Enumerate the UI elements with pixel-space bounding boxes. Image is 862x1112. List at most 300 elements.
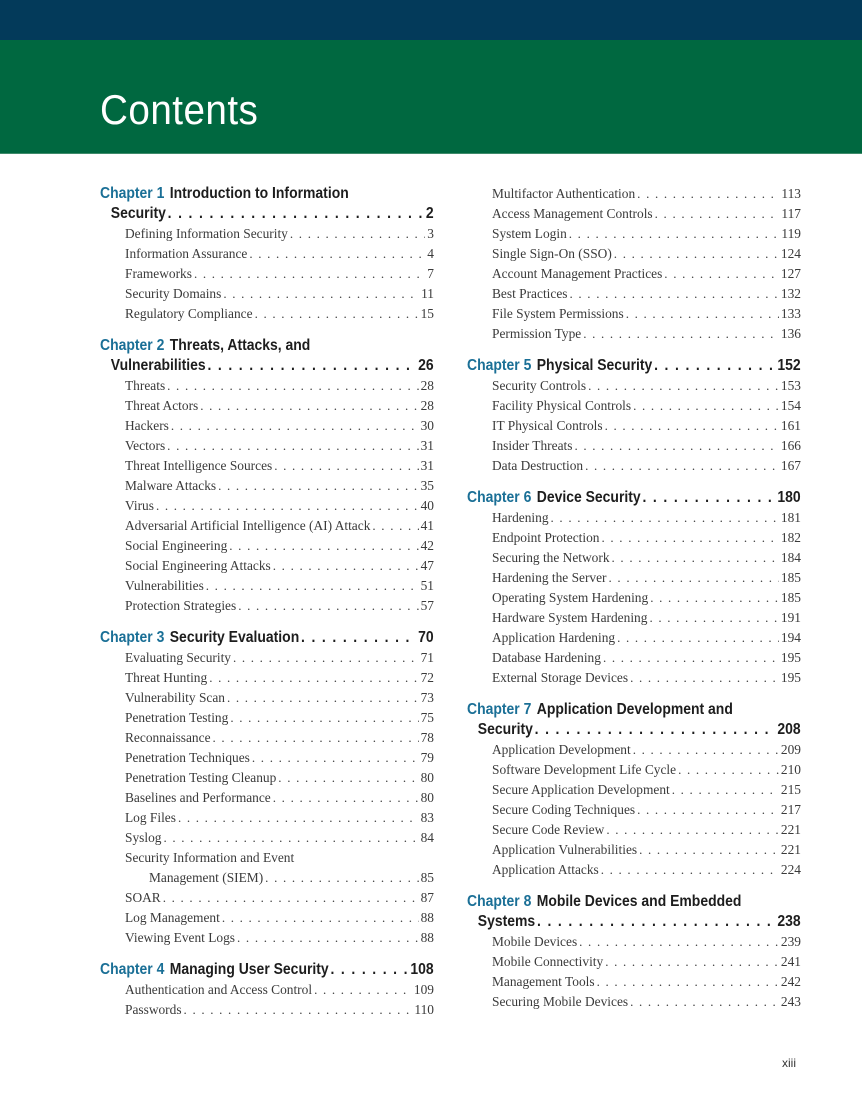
entry-page: 210 — [780, 762, 801, 777]
leader-dots — [574, 436, 778, 456]
chapter-1[interactable] — [100, 184, 434, 324]
toc-entry[interactable] — [100, 888, 434, 908]
entry-page: 242 — [780, 974, 801, 989]
leader-dots — [612, 548, 779, 568]
leader-dots — [237, 928, 419, 948]
entry-title: Software Development Life Cycle — [492, 762, 677, 777]
leader-dots — [273, 788, 419, 808]
entry-page: 80 — [420, 790, 434, 805]
toc-entry[interactable] — [467, 780, 801, 800]
entry-title: Penetration Testing Cleanup — [125, 770, 277, 785]
leader-dots — [372, 516, 418, 536]
chapter-label: Chapter 2 — [100, 337, 165, 354]
leader-dots — [222, 908, 419, 928]
entry-page: 57 — [420, 598, 434, 613]
toc-entry[interactable] — [100, 668, 434, 688]
entry-page: 15 — [420, 306, 434, 321]
entry-title: Penetration Techniques — [125, 750, 250, 765]
entry-title: Security Controls — [492, 378, 587, 393]
entry-title: Hardening the Server — [492, 570, 607, 585]
leader-dots — [602, 528, 779, 548]
leader-dots — [630, 992, 779, 1012]
chapter-heading[interactable] — [100, 184, 434, 224]
entry-title: Secure Coding Techniques — [492, 802, 636, 817]
entry-title: Threat Hunting — [125, 670, 208, 685]
chapter-8[interactable] — [467, 892, 801, 1012]
leader-dots — [314, 980, 412, 1000]
entry-page: 221 — [780, 822, 801, 837]
chapter-label: Chapter 1 — [100, 185, 165, 202]
toc-entry[interactable] — [100, 536, 434, 556]
toc-entry[interactable] — [100, 476, 434, 496]
entry-page: 41 — [420, 518, 434, 533]
leader-dots — [637, 800, 779, 820]
chapter-title-cont: Security — [110, 205, 166, 222]
leader-dots — [569, 224, 780, 244]
toc-entry[interactable] — [467, 608, 801, 628]
entry-title: Multifactor Authentication — [492, 186, 636, 201]
chapter-heading[interactable] — [100, 336, 434, 376]
chapter-page: 180 — [777, 489, 801, 506]
entry-page: 124 — [780, 246, 801, 261]
entry-title: Defining Information Security — [125, 226, 288, 241]
leader-dots — [209, 668, 418, 688]
entry-page: 87 — [420, 890, 434, 905]
leader-dots — [637, 184, 779, 204]
chapter-6[interactable] — [467, 488, 801, 688]
chapter-page: 26 — [418, 357, 434, 374]
entry-title: Mobile Connectivity — [492, 954, 604, 969]
toc-entry[interactable] — [100, 224, 434, 244]
leader-dots — [184, 1000, 413, 1020]
entry-page: 185 — [780, 590, 801, 605]
entry-page: 51 — [420, 578, 434, 593]
entry-title: Threats — [125, 378, 166, 393]
entry-title: Application Attacks — [492, 862, 599, 877]
entry-title: Single Sign-On (SSO) — [492, 246, 612, 261]
entry-page: 85 — [420, 870, 434, 885]
chapter-title: Device Security — [536, 489, 641, 506]
entry-title: Vulnerabilities — [125, 578, 204, 593]
toc-entry[interactable] — [467, 740, 801, 760]
entry-page: 42 — [420, 538, 434, 553]
toc-entry[interactable] — [467, 416, 801, 436]
entry-title: Application Development — [492, 742, 631, 757]
entry-title: Evaluating Security — [125, 650, 231, 665]
entry-page: 184 — [780, 550, 801, 565]
toc-entry[interactable] — [100, 808, 434, 828]
entry-title: Authentication and Access Control — [125, 982, 313, 997]
entry-title: Best Practices — [492, 286, 568, 301]
toc-entry[interactable] — [100, 708, 434, 728]
chapter-label: Chapter 4 — [100, 961, 165, 978]
toc-entry[interactable] — [100, 436, 434, 456]
toc-entry[interactable] — [467, 376, 801, 396]
toc-column-right — [467, 184, 801, 1012]
entry-page: 80 — [420, 770, 434, 785]
leader-dots — [642, 488, 775, 508]
toc-entry[interactable] — [100, 284, 434, 304]
leader-dots — [597, 972, 779, 992]
leader-dots — [274, 456, 418, 476]
toc-entry[interactable] — [467, 264, 801, 284]
entry-page: 88 — [420, 930, 434, 945]
leader-dots — [664, 264, 779, 284]
chapter-page: 108 — [410, 961, 434, 978]
entry-page: 191 — [780, 610, 801, 625]
entry-page: 166 — [780, 438, 801, 453]
entry-title: Account Management Practices — [492, 266, 663, 281]
leader-dots — [255, 304, 419, 324]
chapter-3[interactable] — [100, 628, 434, 948]
entry-page: 35 — [420, 478, 434, 493]
entry-title: Virus — [125, 498, 154, 513]
entry-page: 71 — [420, 650, 434, 665]
entry-page: 185 — [780, 570, 801, 585]
chapter-heading[interactable] — [100, 960, 434, 980]
leader-dots — [605, 416, 779, 436]
toc-entry[interactable] — [100, 376, 434, 396]
toc-entry[interactable] — [100, 456, 434, 476]
toc-entry[interactable] — [467, 992, 801, 1012]
leader-dots — [639, 840, 779, 860]
entry-title: Insider Threats — [492, 438, 573, 453]
leader-dots — [650, 588, 779, 608]
toc-entry[interactable] — [467, 528, 801, 548]
chapter-page: 208 — [777, 721, 801, 738]
chapter-label: Chapter 7 — [467, 701, 532, 718]
chapter-heading[interactable] — [467, 892, 801, 932]
entry-title: Regulatory Compliance — [125, 306, 253, 321]
leader-dots — [167, 436, 418, 456]
entry-title: Access Management Controls — [492, 206, 653, 221]
toc-entry[interactable] — [467, 840, 801, 860]
toc-entry[interactable] — [467, 972, 801, 992]
toc-entry[interactable] — [467, 628, 801, 648]
entry-page: 7 — [427, 266, 434, 281]
entry-page: 195 — [780, 670, 801, 685]
toc-entry[interactable] — [100, 728, 434, 748]
entry-page: 31 — [420, 438, 434, 453]
entry-title: Facility Physical Controls — [492, 398, 632, 413]
leader-dots — [605, 952, 779, 972]
entry-page: 132 — [780, 286, 801, 301]
toc-entry[interactable] — [467, 204, 801, 224]
entry-title: Protection Strategies — [125, 598, 237, 613]
entry-page: 73 — [420, 690, 434, 705]
entry-title: Securing the Network — [492, 550, 610, 565]
leader-dots — [606, 820, 779, 840]
toc-entry[interactable] — [100, 768, 434, 788]
entry-title: Information Assurance — [125, 246, 248, 261]
leader-dots — [535, 720, 776, 740]
entry-title: Adversarial Artificial Intelligence (AI) Attack — [125, 518, 371, 533]
leader-dots — [218, 476, 419, 496]
leader-dots — [230, 708, 418, 728]
chapter-7[interactable] — [467, 700, 801, 880]
entry-page: 224 — [780, 862, 801, 877]
toc-entry[interactable] — [100, 596, 434, 616]
entry-page: 3 — [427, 226, 434, 241]
entry-page: 83 — [420, 810, 434, 825]
leader-dots — [290, 224, 425, 244]
toc-entry[interactable] — [467, 548, 801, 568]
leader-dots — [551, 508, 779, 528]
toc-entry[interactable] — [467, 932, 801, 952]
leader-dots — [265, 868, 418, 888]
leader-dots — [178, 808, 419, 828]
entry-title-cont: Management (SIEM) — [149, 870, 264, 885]
entry-page: 133 — [780, 306, 801, 321]
chapter-4-continued — [467, 184, 801, 344]
entry-page: 241 — [780, 954, 801, 969]
leader-dots — [603, 648, 779, 668]
entry-page: 243 — [780, 994, 801, 1009]
chapter-title: Security Evaluation — [169, 629, 300, 646]
toc-entry[interactable] — [100, 928, 434, 948]
entry-page: 239 — [780, 934, 801, 949]
entry-title: Log Files — [125, 810, 176, 825]
entry-page: 28 — [420, 378, 434, 393]
entry-title: Secure Application Development — [492, 782, 670, 797]
entry-page: 182 — [780, 530, 801, 545]
chapter-label: Chapter 5 — [467, 357, 532, 374]
toc-entry[interactable] — [100, 576, 434, 596]
chapter-title-cont: Systems — [477, 913, 536, 930]
leader-dots — [583, 324, 779, 344]
leader-dots — [207, 356, 416, 376]
entry-title: Malware Attacks — [125, 478, 217, 493]
leader-dots — [301, 628, 416, 648]
toc-entry[interactable] — [467, 244, 801, 264]
toc-entry[interactable] — [467, 668, 801, 688]
entry-title: IT Physical Controls — [492, 418, 603, 433]
leader-dots — [163, 888, 419, 908]
entry-page: 221 — [780, 842, 801, 857]
entry-title: Data Destruction — [492, 458, 584, 473]
entry-page: 167 — [780, 458, 801, 473]
entry-page: 153 — [780, 378, 801, 393]
leader-dots — [168, 204, 424, 224]
leader-dots — [626, 304, 779, 324]
entry-page: 161 — [780, 418, 801, 433]
leader-dots — [579, 932, 779, 952]
entry-page: 215 — [780, 782, 801, 797]
chapter-heading[interactable] — [467, 700, 801, 740]
entry-page: 84 — [420, 830, 434, 845]
toc-entry[interactable] — [100, 556, 434, 576]
toc-entry[interactable] — [467, 184, 801, 204]
entry-page: 72 — [420, 670, 434, 685]
chapter-title: Managing User Security — [169, 961, 329, 978]
toc-entry[interactable] — [100, 516, 434, 536]
page-folio: xiii — [782, 1056, 796, 1070]
entry-title: Security Information and Event — [125, 850, 295, 865]
toc-entry[interactable] — [100, 416, 434, 436]
entry-title: Hackers — [125, 418, 169, 433]
leader-dots — [238, 596, 418, 616]
leader-dots — [633, 396, 779, 416]
chapter-label: Chapter 3 — [100, 629, 165, 646]
entry-page: 47 — [420, 558, 434, 573]
entry-page: 217 — [780, 802, 801, 817]
toc-entry[interactable] — [467, 324, 801, 344]
entry-title: File System Permissions — [492, 306, 624, 321]
chapter-page: 238 — [777, 913, 801, 930]
leader-dots — [213, 728, 419, 748]
toc-entry[interactable] — [100, 264, 434, 284]
entry-title: Social Engineering Attacks — [125, 558, 271, 573]
chapter-title: Introduction to Information — [169, 185, 349, 202]
entry-page: 195 — [780, 650, 801, 665]
toc-entry[interactable] — [467, 436, 801, 456]
leader-dots — [609, 568, 779, 588]
entry-title: External Storage Devices — [492, 670, 629, 685]
entry-title: Viewing Event Logs — [125, 930, 236, 945]
leader-dots — [233, 648, 419, 668]
entry-page: 4 — [427, 246, 434, 261]
toc-entry[interactable] — [100, 648, 434, 668]
entry-title: Operating System Hardening — [492, 590, 649, 605]
leader-dots — [633, 740, 779, 760]
leader-dots — [163, 828, 418, 848]
entry-page: 119 — [781, 226, 801, 241]
toc-entry[interactable] — [100, 244, 434, 264]
entry-title: Database Hardening — [492, 650, 601, 665]
entry-page: 109 — [413, 982, 434, 997]
leader-dots — [672, 780, 779, 800]
entry-title: Endpoint Protection — [492, 530, 600, 545]
entry-page: 31 — [420, 458, 434, 473]
leader-dots — [273, 556, 419, 576]
toc-entry[interactable] — [467, 396, 801, 416]
entry-title: Secure Code Review — [492, 822, 605, 837]
toc-entry[interactable] — [100, 396, 434, 416]
chapter-heading[interactable] — [467, 356, 801, 376]
toc-entry[interactable] — [100, 908, 434, 928]
toc-entry[interactable] — [467, 860, 801, 880]
entry-page: 154 — [780, 398, 801, 413]
entry-page: 194 — [780, 630, 801, 645]
entry-title: Penetration Testing — [125, 710, 229, 725]
entry-title: Application Hardening — [492, 630, 616, 645]
entry-page: 88 — [420, 910, 434, 925]
entry-page: 30 — [420, 418, 434, 433]
chapter-label: Chapter 8 — [467, 893, 532, 910]
entry-page: 79 — [420, 750, 434, 765]
leader-dots — [585, 456, 779, 476]
chapter-label: Chapter 6 — [467, 489, 532, 506]
page-title: Contents — [100, 86, 259, 133]
toc-entry[interactable] — [100, 828, 434, 848]
entry-title: Social Engineering — [125, 538, 228, 553]
toc-entry[interactable] — [467, 820, 801, 840]
chapter-4[interactable] — [100, 960, 434, 1020]
leader-dots — [249, 244, 425, 264]
toc-entry[interactable] — [467, 568, 801, 588]
entry-title: Permission Type — [492, 326, 582, 341]
chapter-heading[interactable] — [467, 488, 801, 508]
entry-title: Log Management — [125, 910, 220, 925]
toc-entry[interactable] — [100, 788, 434, 808]
toc-entry[interactable] — [467, 588, 801, 608]
toc-entry[interactable] — [100, 980, 434, 1000]
toc-entry[interactable] — [100, 688, 434, 708]
entry-page: 40 — [420, 498, 434, 513]
entry-page: 75 — [420, 710, 434, 725]
entry-title: Frameworks — [125, 266, 192, 281]
leader-dots — [223, 284, 419, 304]
entry-title: SOAR — [125, 890, 161, 905]
leader-dots — [278, 768, 418, 788]
chapter-5[interactable] — [467, 356, 801, 476]
toc-entry[interactable] — [467, 508, 801, 528]
toc-entry[interactable] — [467, 800, 801, 820]
leader-dots — [156, 496, 419, 516]
toc-column-left — [100, 184, 434, 1020]
entry-page: 110 — [414, 1002, 434, 1017]
entry-page: 78 — [420, 730, 434, 745]
chapter-2[interactable] — [100, 336, 434, 616]
entry-page: 136 — [780, 326, 801, 341]
leader-dots — [194, 264, 425, 284]
chapter-title: Application Development and — [536, 701, 733, 718]
chapter-page: 70 — [418, 629, 434, 646]
entry-title: Passwords — [125, 1002, 182, 1017]
leader-dots — [229, 536, 418, 556]
entry-title: Threat Intelligence Sources — [125, 458, 273, 473]
entry-title: Threat Actors — [125, 398, 199, 413]
leader-dots — [330, 960, 408, 980]
leader-dots — [649, 608, 778, 628]
entry-title: Hardware System Hardening — [492, 610, 648, 625]
top-band — [0, 0, 862, 40]
toc-entry[interactable] — [467, 224, 801, 244]
chapter-page: 2 — [425, 205, 434, 222]
leader-dots — [537, 912, 776, 932]
entry-title: Security Domains — [125, 286, 222, 301]
chapter-title-cont: Vulnerabilities — [110, 357, 206, 374]
toc-entry[interactable] — [100, 1000, 434, 1020]
leader-dots — [588, 376, 779, 396]
entry-title: System Login — [492, 226, 567, 241]
chapter-title: Physical Security — [536, 357, 653, 374]
leader-dots — [206, 576, 419, 596]
toc-entry[interactable] — [467, 952, 801, 972]
toc-entry[interactable] — [467, 648, 801, 668]
toc-entry[interactable] — [467, 760, 801, 780]
entry-title: Application Vulnerabilities — [492, 842, 638, 857]
toc-entry[interactable] — [100, 304, 434, 324]
leader-dots — [200, 396, 418, 416]
entry-page: 209 — [780, 742, 801, 757]
leader-dots — [678, 760, 779, 780]
toc-entry[interactable] — [100, 848, 434, 888]
leader-dots — [227, 688, 419, 708]
entry-title: Mobile Devices — [492, 934, 578, 949]
entry-title: Vectors — [125, 438, 166, 453]
toc-entry[interactable] — [100, 748, 434, 768]
toc-entry[interactable] — [467, 456, 801, 476]
chapter-heading[interactable] — [100, 628, 434, 648]
toc-entry[interactable] — [467, 304, 801, 324]
entry-title: Syslog — [125, 830, 162, 845]
entry-title: Securing Mobile Devices — [492, 994, 629, 1009]
toc-entry[interactable] — [467, 284, 801, 304]
chapter-title-cont: Security — [477, 721, 533, 738]
entry-title: Management Tools — [492, 974, 595, 989]
toc-entry[interactable] — [100, 496, 434, 516]
